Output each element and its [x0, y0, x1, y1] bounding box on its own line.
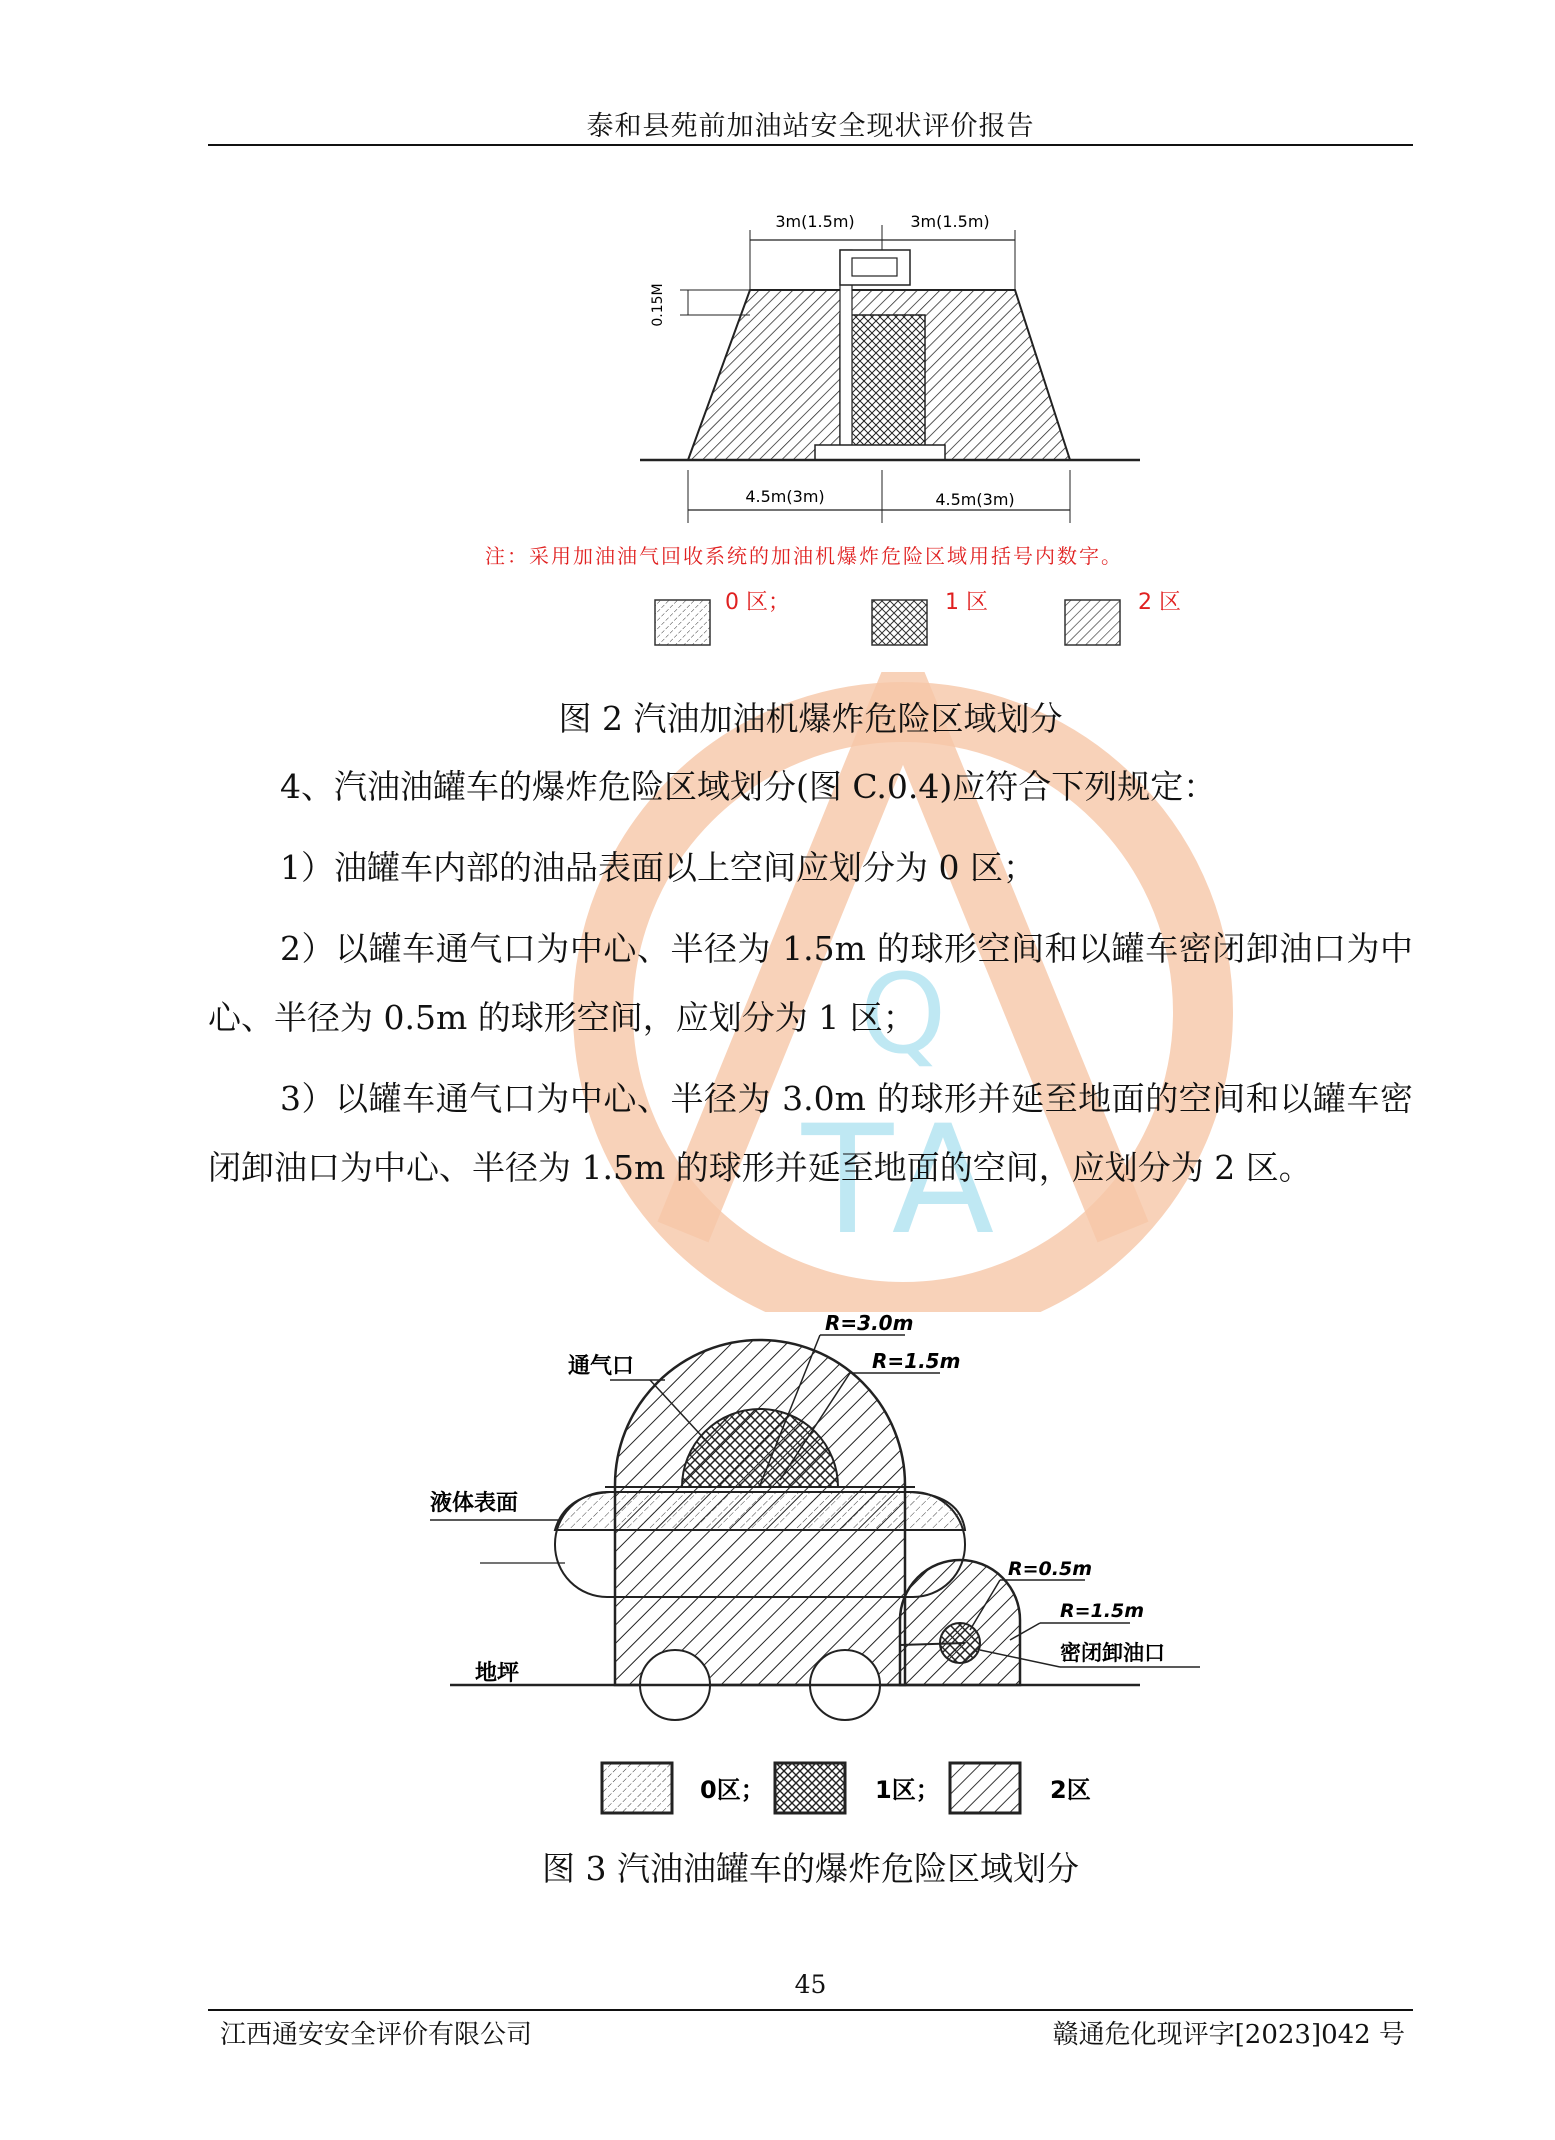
- fig2-dim-bottom-right: 4.5m(3m): [935, 490, 1015, 509]
- footer-company: 江西通安安全评价有限公司: [220, 2020, 533, 2050]
- fig2-legend-zone1-swatch: [872, 600, 927, 645]
- fig3-r-vent-inner: R=1.5m: [872, 1349, 961, 1373]
- fig2-legend: [650, 585, 1210, 655]
- fig3-legend-zone2-label: 2区: [1050, 1776, 1091, 1804]
- paragraph-3: 2）以罐车通气口为中心、半径为 1.5m 的球形空间和以罐车密闭卸油口为中心、半径为 0.5m 的球形空间，应划分为 1 区；: [208, 929, 1413, 1037]
- footer-doc-number: 赣通危化现评字[2023]042 号: [1052, 2020, 1405, 2050]
- footer-divider: [208, 2009, 1413, 2011]
- fig3-legend: [600, 1755, 1120, 1820]
- fig3-legend-zone1-label: 1区；: [875, 1776, 940, 1804]
- figure2-dispenser-diagram: [640, 205, 1140, 535]
- fig2-legend-zone2-swatch: [1065, 600, 1120, 645]
- fig3-legend-zone2-swatch: [950, 1763, 1020, 1813]
- fig3-ground-label: 地坪: [475, 1661, 520, 1686]
- fig2-legend-zone0-label: 0 区；: [725, 590, 790, 615]
- fig3-r-unload-inner: R=0.5m: [1008, 1558, 1093, 1580]
- paragraph-2: 1）油罐车内部的油品表面以上空间应划分为 0 区；: [280, 848, 1036, 887]
- fig2-dim-top-left: 3m(1.5m): [775, 212, 855, 231]
- figure3-tanker-diagram: [420, 1305, 1210, 1725]
- fig3-unload-label: 密闭卸油口: [1060, 1641, 1165, 1665]
- fig3-liquid-label: 液体表面: [430, 1491, 519, 1516]
- fig2-dim-height: 0.15M: [650, 283, 666, 327]
- fig3-r-unload-outer: R=1.5m: [1060, 1600, 1145, 1622]
- fig2-legend-zone2-label: 2 区: [1138, 590, 1181, 615]
- fig2-legend-zone1-label: 1 区: [945, 590, 988, 615]
- fig2-dim-bottom-left: 4.5m(3m): [745, 487, 825, 506]
- fig2-caption: 图 2 汽油加油机爆炸危险区域划分: [558, 699, 1063, 738]
- header-divider: [208, 144, 1413, 146]
- fig3-legend-zone0-label: 0区；: [700, 1776, 765, 1804]
- paragraph-4: 3）以罐车通气口为中心、半径为 3.0m 的球形并延至地面的空间和以罐车密闭卸油口为中心、半径为 1.5m 的球形并延至地面的空间，应划分为 2 区。: [208, 1079, 1413, 1187]
- fig2-legend-zone0-swatch: [655, 600, 710, 645]
- fig3-legend-zone1-swatch: [775, 1763, 845, 1813]
- fig3-legend-zone0-swatch: [602, 1763, 672, 1813]
- watermark-ta: TA: [801, 1094, 1005, 1268]
- fig3-vent-label: 通气口: [568, 1354, 635, 1379]
- page-header-title: 泰和县苑前加油站安全现状评价报告: [586, 111, 1035, 142]
- fig3-caption: 图 3 汽油油罐车的爆炸危险区域划分: [542, 1849, 1079, 1888]
- watermark-q: Q: [859, 950, 947, 1078]
- fig2-dim-top-right: 3m(1.5m): [910, 212, 990, 231]
- fig3-r-vent-outer: R=3.0m: [825, 1311, 914, 1335]
- paragraph-1: 4、汽油油罐车的爆炸危险区域划分(图 C.0.4)应符合下列规定：: [280, 767, 1217, 806]
- page-number: 45: [794, 1970, 827, 1999]
- fig2-note: 注：采用加油油气回收系统的加油机爆炸危险区域用括号内数字。: [485, 544, 1123, 568]
